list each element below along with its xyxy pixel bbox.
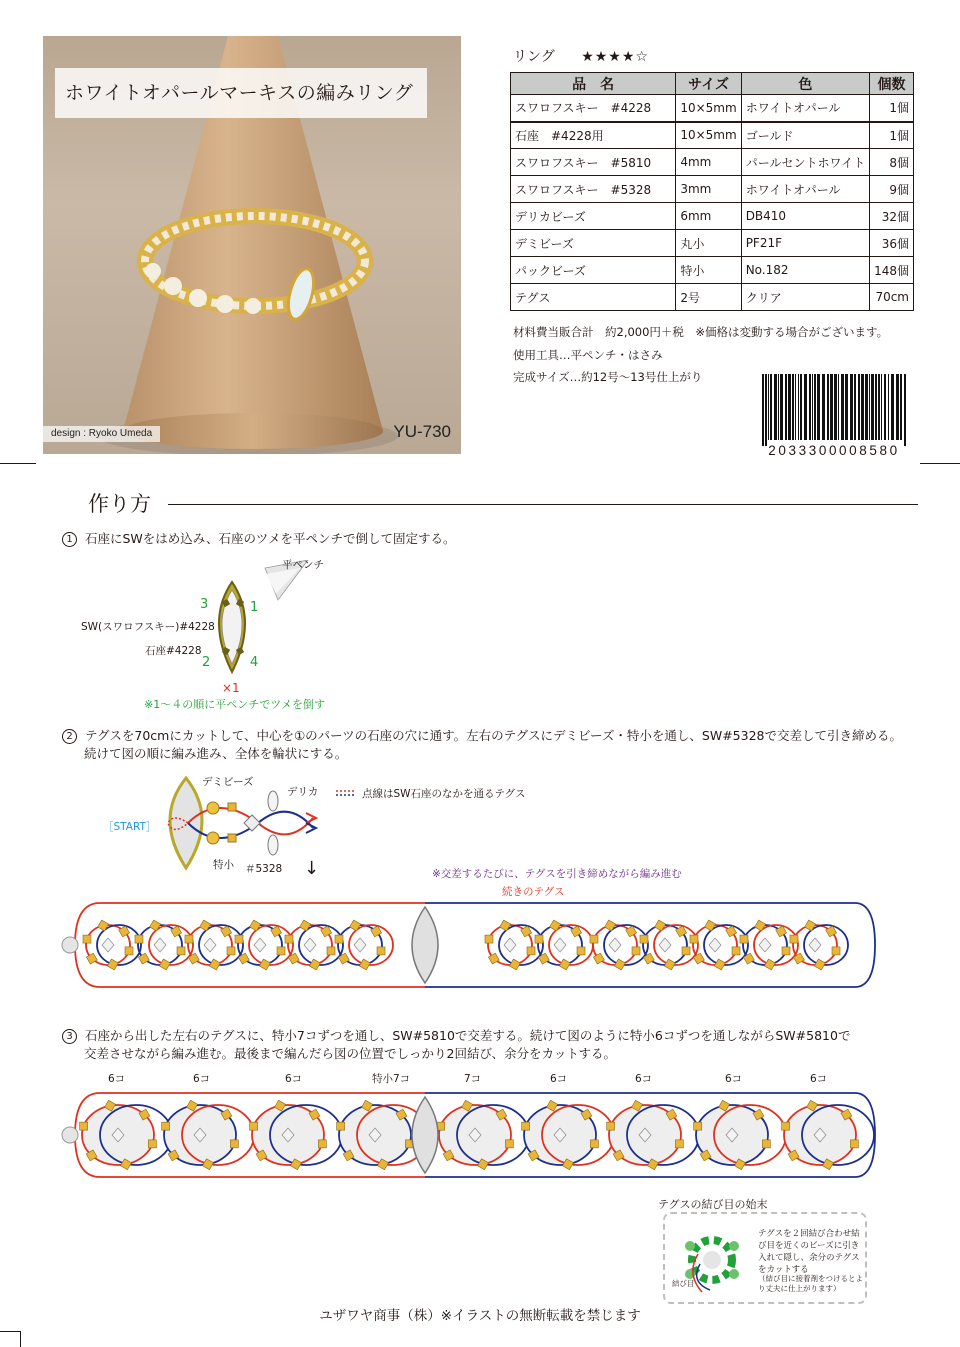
howto-title: 作り方 <box>88 492 151 516</box>
sw5328-label: ＃5328 <box>245 863 283 875</box>
table-cell: 32個 <box>870 203 914 230</box>
table-row <box>511 122 914 149</box>
bead-count-label: 6コ <box>810 1073 828 1085</box>
dotted-line-note: 点線はSW石座のなかを通るテグス <box>362 788 526 800</box>
table-row <box>511 149 914 176</box>
table-cell: ホワイトオパール <box>741 176 869 203</box>
step-3-text <box>62 1027 850 1063</box>
knot-instruction: テグスを２回結び合わせ結び目を近くのビーズに引き入れて隠し、余分のテグスをカットする <box>758 1229 860 1275</box>
knot-note: （結び目に接着剤をつけるとより丈夫に仕上がります） <box>758 1274 863 1293</box>
copyright-footer: ユザワヤ商事（株）※イラストの無断転載を禁じます <box>319 1308 641 1324</box>
table-cell: 36個 <box>870 230 914 257</box>
delica-label: デリカ <box>287 786 319 798</box>
table-cell: 148個 <box>870 257 914 284</box>
size-info: 完成サイズ…約12号〜13号仕上がり <box>513 370 703 384</box>
table-header: サイズ <box>676 73 741 95</box>
start-label: ［START］ <box>103 821 157 833</box>
trim-mark <box>920 463 960 464</box>
table-row <box>511 176 914 203</box>
table-cell: クリア <box>741 284 869 311</box>
trim-mark <box>0 1331 20 1332</box>
table-cell: 3mm <box>676 176 741 203</box>
prong-number: 4 <box>250 655 259 670</box>
continue-thread-label: 続きのテグス <box>502 886 565 898</box>
table-cell: 8個 <box>870 149 914 176</box>
table-cell: 6mm <box>676 203 741 230</box>
table-cell: デミビーズ <box>511 230 676 257</box>
step-number: 1 <box>62 532 77 547</box>
table-cell: 1個 <box>870 122 914 149</box>
product-photo <box>43 36 461 454</box>
table-header: 個数 <box>870 73 914 95</box>
step-1-instruction: 石座にSWをはめ込み、石座のツメを平ペンチで倒して固定する。 <box>85 531 456 546</box>
pliers-label: 平ペンチ <box>282 559 324 571</box>
step-1-text <box>62 530 456 548</box>
bead-count-label: 6コ <box>725 1073 743 1085</box>
table-header-row <box>511 73 914 95</box>
table-cell: デリカビーズ <box>511 203 676 230</box>
step-2-instruction-1: テグスを70cmにカットして、中心を①のパーツの石座の穴に通す。左右のテグスにデミビーズ・特小を通し、SW#5328で交差して引き締める。 <box>85 728 902 743</box>
bead-count-label: 6コ <box>550 1073 568 1085</box>
rating-label: リング <box>513 49 555 65</box>
table-cell: PF21F <box>741 230 869 257</box>
table-cell: 70cm <box>870 284 914 311</box>
knot-title: テグスの結び目の始末 <box>658 1198 768 1211</box>
table-row <box>511 284 914 311</box>
table-cell: ゴールド <box>741 122 869 149</box>
step-2-chain-diagram <box>60 895 885 995</box>
step-3-chain-diagram <box>60 1085 885 1190</box>
rating-stars: ★★★★☆ <box>581 49 649 65</box>
product-code: YU-730 <box>393 422 451 441</box>
price-info: 材料費当販合計 約2,000円＋税 ※価格は変動する場合がございます。 <box>513 325 889 339</box>
times-one-label: ×1 <box>222 681 240 695</box>
table-cell: パックビーズ <box>511 257 676 284</box>
table-cell: 4mm <box>676 149 741 176</box>
bead-count-label: 6コ <box>635 1073 653 1085</box>
table-cell: 10×5mm <box>676 95 741 122</box>
down-arrow: ↓ <box>304 858 320 879</box>
sw-label: SW(スワロフスキー)#4228 <box>81 621 215 633</box>
step-3-instruction-2: 交差させながら編み進む。最後まで編んだら図の位置でしっかり2回結び、余分をカットする。 <box>84 1046 616 1061</box>
table-cell: 10×5mm <box>676 122 741 149</box>
cross-note: ※交差するたびに、テグスを引き締めながら編み進む <box>432 868 682 880</box>
table-cell: パールセントホワイト <box>741 149 869 176</box>
table-cell: DB410 <box>741 203 869 230</box>
table-cell: スワロフスキー #5328 <box>511 176 676 203</box>
table-cell: テグス <box>511 284 676 311</box>
table-cell: スワロフスキー #5810 <box>511 149 676 176</box>
step-number: 2 <box>62 729 77 744</box>
table-cell: 9個 <box>870 176 914 203</box>
bead-count-label: 特小7コ <box>372 1073 411 1085</box>
setting-label: 石座#4228 <box>145 645 202 657</box>
step-2-instruction-2: 続けて図の順に編み進み、全体を輪状にする。 <box>84 746 348 761</box>
step-number: 3 <box>62 1029 77 1044</box>
table-cell: ホワイトオパール <box>741 95 869 122</box>
tools-info: 使用工具…平ペンチ・はさみ <box>513 348 663 362</box>
table-row <box>511 95 914 122</box>
table-cell: No.182 <box>741 257 869 284</box>
prong-number: 1 <box>250 600 259 615</box>
trim-mark <box>20 1331 21 1347</box>
table-row <box>511 257 914 284</box>
step-2-text <box>62 727 902 763</box>
photo-title: ホワイトオパールマーキスの編みリング <box>55 68 427 118</box>
design-credit: design : Ryoko Umeda <box>43 426 160 442</box>
knot-label: 結び目 <box>672 1279 695 1288</box>
demi-label: デミビーズ <box>202 776 254 788</box>
bead-count-label: 7コ <box>464 1073 482 1085</box>
table-header: 色 <box>741 73 869 95</box>
trim-mark <box>0 463 36 464</box>
difficulty-rating <box>513 46 649 66</box>
prong-number: 2 <box>202 655 211 670</box>
bead-count-label: 6コ <box>193 1073 211 1085</box>
prong-number: 3 <box>200 597 209 612</box>
materials-table <box>510 72 914 311</box>
tokusho-label: 特小 <box>213 859 234 871</box>
divider <box>168 504 918 505</box>
table-cell: スワロフスキー #4228 <box>511 95 676 122</box>
bead-count-label: 6コ <box>285 1073 303 1085</box>
table-row <box>511 230 914 257</box>
table-cell: 1個 <box>870 95 914 122</box>
step-3-instruction-1: 石座から出した左右のテグスに、特小7コずつを通し、SW#5810で交差する。続けて図のように特小6コずつを通しながらSW#5810で <box>85 1028 851 1043</box>
table-header: 品 名 <box>511 73 676 95</box>
table-cell: 特小 <box>676 257 741 284</box>
barcode-number: 2033300008580 <box>768 443 900 458</box>
table-row <box>511 203 914 230</box>
dotted-line-legend <box>336 789 356 797</box>
bead-count-label: 6コ <box>108 1073 126 1085</box>
table-cell: 丸小 <box>676 230 741 257</box>
table-cell: 2号 <box>676 284 741 311</box>
prong-order-note: ※1〜４の順に平ペンチでツメを倒す <box>144 698 325 711</box>
table-cell: 石座 #4228用 <box>511 122 676 149</box>
